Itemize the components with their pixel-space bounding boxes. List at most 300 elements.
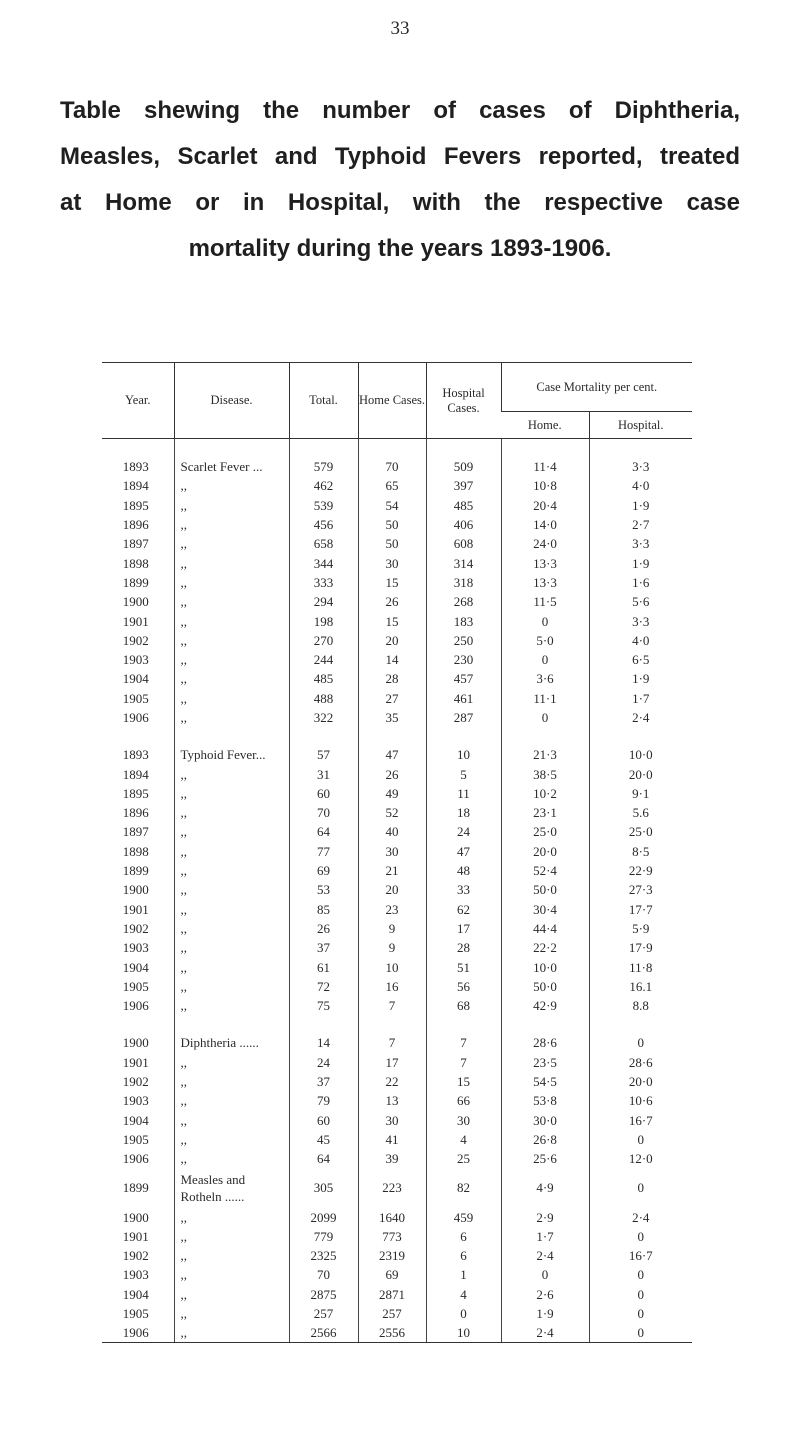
cell-hospital-cases: 457 (426, 669, 501, 688)
cell-year: 1901 (122, 901, 149, 917)
cell-mortality-hospital: 0 (589, 1033, 692, 1052)
cell-hospital-cases: 47 (426, 842, 501, 861)
cell-hospital-cases: 17 (426, 919, 501, 938)
cell-year: 1904 (122, 959, 149, 975)
cell-hospital-cases: 18 (426, 803, 501, 822)
cell-mortality-hospital: 8.8 (589, 996, 692, 1015)
cell-disease: ,, (174, 1304, 289, 1323)
cell-total: 198 (289, 611, 358, 630)
cell-total: 579 (289, 457, 358, 476)
cell-disease: ,, (174, 669, 289, 688)
spacer-cell (358, 439, 426, 458)
cell-mortality-hospital: 5.6 (589, 803, 692, 822)
cell-hospital-cases: 287 (426, 708, 501, 727)
cell-year: 1898 (122, 555, 149, 571)
cell-mortality-home: 11·4 (501, 457, 589, 476)
cell-hospital-cases: 4 (426, 1130, 501, 1149)
cell-mortality-home: 44·4 (501, 919, 589, 938)
spacer-cell (174, 439, 289, 458)
cell-hospital-cases: 5 (426, 764, 501, 783)
cell-year: 1906 (122, 1151, 149, 1167)
cell-home-cases: 26 (358, 592, 426, 611)
cell-year: 1895 (122, 497, 149, 513)
cell-mortality-hospital: 2·4 (589, 708, 692, 727)
cell-disease: ,, (174, 611, 289, 630)
cell-mortality-hospital: 20·0 (589, 764, 692, 783)
cell-home-cases: 28 (358, 669, 426, 688)
group-spacer-row (102, 1015, 692, 1033)
cell-disease: ,, (174, 650, 289, 669)
cell-home-cases: 52 (358, 803, 426, 822)
cell-mortality-hospital: 6·5 (589, 650, 692, 669)
cell-mortality-home: 2·4 (501, 1246, 589, 1265)
cell-disease: ,, (174, 861, 289, 880)
cell-hospital-cases: 6 (426, 1246, 501, 1265)
cell-year: 1897 (122, 824, 149, 840)
cell-mortality-home: 23·5 (501, 1053, 589, 1072)
cell-mortality-hospital: 17·9 (589, 938, 692, 957)
cell-mortality-hospital: 12·0 (589, 1149, 692, 1168)
table-row (102, 457, 692, 476)
cell-disease: ,, (174, 708, 289, 727)
cell-year: 1904 (122, 671, 149, 687)
cell-hospital-cases: 30 (426, 1111, 501, 1130)
cell-total: 2566 (289, 1323, 358, 1343)
cell-mortality-hospital: 4·0 (589, 631, 692, 650)
table-row (102, 957, 692, 976)
cell-mortality-home: 13·3 (501, 553, 589, 572)
cell-mortality-home: 42·9 (501, 996, 589, 1015)
cell-mortality-hospital: 17·7 (589, 900, 692, 919)
cell-home-cases: 50 (358, 515, 426, 534)
spacer-cell (589, 439, 692, 458)
cell-disease: Diphtheria ...... (174, 1033, 289, 1052)
cell-home-cases: 15 (358, 573, 426, 592)
cell-mortality-home: 2·9 (501, 1207, 589, 1226)
cell-home-cases: 49 (358, 784, 426, 803)
cell-year: 1894 (122, 766, 149, 782)
header-total: Total. (289, 363, 358, 439)
cell-hospital-cases: 1 (426, 1265, 501, 1284)
cell-disease: ,, (174, 1111, 289, 1130)
cell-home-cases: 20 (358, 631, 426, 650)
cell-hospital-cases: 24 (426, 822, 501, 841)
cell-mortality-home: 26·8 (501, 1130, 589, 1149)
header-mortality-home: Home. (501, 412, 589, 439)
spacer-cell (102, 727, 174, 745)
cell-total: 344 (289, 553, 358, 572)
cell-home-cases: 47 (358, 745, 426, 764)
cell-year: 1902 (122, 1248, 149, 1264)
spacer-cell (102, 439, 174, 458)
cell-home-cases: 257 (358, 1304, 426, 1323)
cell-year: 1905 (122, 690, 149, 706)
cell-total: 14 (289, 1033, 358, 1052)
cell-mortality-hospital: 0 (589, 1323, 692, 1343)
spacer-cell (289, 727, 358, 745)
cell-total: 305 (289, 1168, 358, 1207)
cell-mortality-hospital: 16.1 (589, 977, 692, 996)
cell-total: 2325 (289, 1246, 358, 1265)
cell-mortality-hospital: 4·0 (589, 476, 692, 495)
cell-home-cases: 27 (358, 689, 426, 708)
cell-disease: ,, (174, 919, 289, 938)
cell-hospital-cases: 314 (426, 553, 501, 572)
page-number: 33 (390, 18, 410, 39)
cell-total: 294 (289, 592, 358, 611)
cell-disease: ,, (174, 957, 289, 976)
spacer-cell (501, 439, 589, 458)
cell-hospital-cases: 25 (426, 1149, 501, 1168)
spacer-cell (174, 1015, 289, 1033)
table-row (102, 1227, 692, 1246)
cell-mortality-hospital: 1·9 (589, 553, 692, 572)
cell-year: 1893 (122, 459, 149, 475)
cell-mortality-home: 1·9 (501, 1304, 589, 1323)
cell-year: 1904 (122, 1286, 149, 1302)
cell-hospital-cases: 15 (426, 1072, 501, 1091)
table-row (102, 650, 692, 669)
cell-total: 45 (289, 1130, 358, 1149)
header-year: Year. (102, 363, 174, 439)
table-row (102, 631, 692, 650)
cell-disease: ,, (174, 515, 289, 534)
cell-total: 488 (289, 689, 358, 708)
table-row (102, 515, 692, 534)
spacer-cell (289, 1015, 358, 1033)
cell-disease: ,, (174, 938, 289, 957)
cell-hospital-cases: 459 (426, 1207, 501, 1226)
cell-mortality-home: 13·3 (501, 573, 589, 592)
spacer-cell (589, 1015, 692, 1033)
cell-disease: ,, (174, 764, 289, 783)
cell-total: 37 (289, 938, 358, 957)
header-home-cases: Home Cases. (358, 363, 426, 439)
table-row (102, 1323, 692, 1343)
cell-mortality-hospital: 10·6 (589, 1091, 692, 1110)
cell-mortality-hospital: 28·6 (589, 1053, 692, 1072)
cell-year: 1900 (122, 594, 149, 610)
cell-total: 322 (289, 708, 358, 727)
cell-disease: ,, (174, 1227, 289, 1246)
cell-year: 1902 (122, 920, 149, 936)
cell-total: 53 (289, 880, 358, 899)
table-body (102, 439, 692, 1343)
cell-mortality-hospital: 1·9 (589, 669, 692, 688)
cell-home-cases: 223 (358, 1168, 426, 1207)
cell-home-cases: 21 (358, 861, 426, 880)
cell-disease: Measles and Rotheln ...... (174, 1168, 289, 1207)
cell-mortality-home: 52·4 (501, 861, 589, 880)
cell-total: 72 (289, 977, 358, 996)
table-row (102, 669, 692, 688)
spacer-cell (426, 1015, 501, 1033)
cell-mortality-home: 0 (501, 1265, 589, 1284)
spacer-cell (102, 1015, 174, 1033)
cell-disease: ,, (174, 496, 289, 515)
cell-mortality-home: 23·1 (501, 803, 589, 822)
table-header (102, 363, 692, 439)
cell-mortality-hospital: 16·7 (589, 1111, 692, 1130)
header-case-mortality: Case Mortality per cent. (501, 363, 692, 412)
table-row (102, 476, 692, 495)
cell-total: 75 (289, 996, 358, 1015)
cell-total: 24 (289, 1053, 358, 1072)
cell-total: 60 (289, 1111, 358, 1130)
cell-home-cases: 2556 (358, 1323, 426, 1343)
cell-home-cases: 40 (358, 822, 426, 841)
table-row (102, 1168, 692, 1207)
cell-year: 1895 (122, 785, 149, 801)
cell-mortality-home: 50·0 (501, 880, 589, 899)
cell-home-cases: 30 (358, 1111, 426, 1130)
cell-hospital-cases: 509 (426, 457, 501, 476)
cell-mortality-home: 22·2 (501, 938, 589, 957)
cell-disease: ,, (174, 1246, 289, 1265)
table-row (102, 611, 692, 630)
cell-home-cases: 50 (358, 534, 426, 553)
cell-mortality-home: 30·4 (501, 900, 589, 919)
cell-home-cases: 10 (358, 957, 426, 976)
cell-total: 26 (289, 919, 358, 938)
table-row (102, 534, 692, 553)
cell-mortality-home: 14·0 (501, 515, 589, 534)
cell-hospital-cases: 10 (426, 1323, 501, 1343)
cell-mortality-hospital: 22·9 (589, 861, 692, 880)
table-row (102, 919, 692, 938)
cell-home-cases: 7 (358, 996, 426, 1015)
cell-mortality-home: 5·0 (501, 631, 589, 650)
cell-hospital-cases: 406 (426, 515, 501, 534)
cell-year: 1896 (122, 517, 149, 533)
table-row (102, 977, 692, 996)
cell-disease: ,, (174, 631, 289, 650)
cell-mortality-hospital: 0 (589, 1285, 692, 1304)
cell-total: 57 (289, 745, 358, 764)
cell-home-cases: 13 (358, 1091, 426, 1110)
header-hospital-cases: Hospital Cases. (426, 363, 501, 439)
cell-year: 1893 (122, 747, 149, 763)
header-mortality-hospital: Hospital. (589, 412, 692, 439)
cell-home-cases: 30 (358, 842, 426, 861)
cell-disease: ,, (174, 803, 289, 822)
cell-mortality-hospital: 2·7 (589, 515, 692, 534)
cell-mortality-hospital: 5·9 (589, 919, 692, 938)
cell-year: 1906 (122, 710, 149, 725)
cell-disease: ,, (174, 689, 289, 708)
spacer-cell (174, 727, 289, 745)
cell-hospital-cases: 0 (426, 1304, 501, 1323)
cell-home-cases: 22 (358, 1072, 426, 1091)
table-row (102, 803, 692, 822)
cell-total: 539 (289, 496, 358, 515)
cell-disease: ,, (174, 1091, 289, 1110)
cell-total: 779 (289, 1227, 358, 1246)
cell-hospital-cases: 318 (426, 573, 501, 592)
cell-mortality-home: 10·0 (501, 957, 589, 976)
cell-mortality-home: 3·6 (501, 669, 589, 688)
cell-total: 333 (289, 573, 358, 592)
cell-home-cases: 15 (358, 611, 426, 630)
cell-total: 456 (289, 515, 358, 534)
cell-hospital-cases: 28 (426, 938, 501, 957)
cell-hospital-cases: 56 (426, 977, 501, 996)
cell-home-cases: 2319 (358, 1246, 426, 1265)
cell-year: 1901 (122, 1228, 149, 1244)
cell-mortality-home: 54·5 (501, 1072, 589, 1091)
cell-home-cases: 17 (358, 1053, 426, 1072)
cell-total: 64 (289, 822, 358, 841)
cell-hospital-cases: 183 (426, 611, 501, 630)
cell-home-cases: 65 (358, 476, 426, 495)
table-row (102, 708, 692, 727)
cell-hospital-cases: 268 (426, 592, 501, 611)
cell-year: 1905 (122, 1131, 149, 1147)
cell-mortality-home: 0 (501, 611, 589, 630)
cell-disease: ,, (174, 1149, 289, 1168)
header-disease: Disease. (174, 363, 289, 439)
cell-total: 462 (289, 476, 358, 495)
table-row (102, 900, 692, 919)
cell-total: 61 (289, 957, 358, 976)
cell-mortality-hospital: 11·8 (589, 957, 692, 976)
cell-year: 1905 (122, 1306, 149, 1322)
table-row (102, 880, 692, 899)
cell-total: 31 (289, 764, 358, 783)
cell-year: 1898 (122, 843, 149, 859)
table-row (102, 1149, 692, 1168)
cell-home-cases: 16 (358, 977, 426, 996)
cell-mortality-home: 21·3 (501, 745, 589, 764)
cell-year: 1902 (122, 632, 149, 648)
cell-year: 1901 (122, 613, 149, 629)
spacer-cell (589, 727, 692, 745)
table-row (102, 764, 692, 783)
cell-total: 257 (289, 1304, 358, 1323)
cell-hospital-cases: 7 (426, 1053, 501, 1072)
cell-year: 1906 (122, 998, 149, 1014)
cell-disease: ,, (174, 553, 289, 572)
cell-hospital-cases: 11 (426, 784, 501, 803)
cell-disease: ,, (174, 573, 289, 592)
cell-mortality-home: 10·8 (501, 476, 589, 495)
cell-home-cases: 41 (358, 1130, 426, 1149)
title-line-2: Measles, Scarlet and Typhoid Fevers reported, treated (60, 143, 740, 170)
cell-total: 244 (289, 650, 358, 669)
cell-year: 1906 (102, 1323, 174, 1343)
cell-hospital-cases: 48 (426, 861, 501, 880)
cell-home-cases: 54 (358, 496, 426, 515)
cell-total: 485 (289, 669, 358, 688)
cell-disease: ,, (174, 822, 289, 841)
table-row (102, 1265, 692, 1284)
cell-home-cases: 35 (358, 708, 426, 727)
title-line-4: mortality during the years 1893-1906. (188, 235, 612, 262)
cell-home-cases: 26 (358, 764, 426, 783)
mortality-table (102, 362, 692, 1343)
table-row (102, 1130, 692, 1149)
cell-total: 77 (289, 842, 358, 861)
cell-year: 1900 (122, 882, 149, 898)
cell-year: 1894 (122, 478, 149, 494)
cell-hospital-cases: 51 (426, 957, 501, 976)
cell-disease: ,, (174, 880, 289, 899)
cell-mortality-home: 20·0 (501, 842, 589, 861)
table-row (102, 938, 692, 957)
cell-mortality-home: 0 (501, 650, 589, 669)
cell-home-cases: 23 (358, 900, 426, 919)
cell-mortality-hospital: 0 (589, 1265, 692, 1284)
cell-mortality-hospital: 2·4 (589, 1207, 692, 1226)
cell-year: 1899 (122, 863, 149, 879)
cell-mortality-home: 11·1 (501, 689, 589, 708)
table-row (102, 553, 692, 572)
cell-disease: ,, (174, 1323, 289, 1343)
cell-disease: ,, (174, 900, 289, 919)
cell-mortality-home: 24·0 (501, 534, 589, 553)
cell-mortality-hospital: 16·7 (589, 1246, 692, 1265)
cell-home-cases: 9 (358, 938, 426, 957)
table-row (102, 1285, 692, 1304)
cell-hospital-cases: 66 (426, 1091, 501, 1110)
cell-total: 69 (289, 861, 358, 880)
cell-home-cases: 30 (358, 553, 426, 572)
cell-mortality-home: 38·5 (501, 764, 589, 783)
cell-mortality-home: 2·6 (501, 1285, 589, 1304)
cell-disease: ,, (174, 842, 289, 861)
cell-total: 270 (289, 631, 358, 650)
cell-hospital-cases: 10 (426, 745, 501, 764)
cell-year: 1903 (122, 1093, 149, 1109)
cell-year: 1897 (122, 536, 149, 552)
cell-year: 1896 (122, 805, 149, 821)
cell-year: 1899 (122, 1180, 149, 1196)
cell-total: 70 (289, 803, 358, 822)
cell-disease: ,, (174, 1285, 289, 1304)
spacer-cell (426, 727, 501, 745)
table-row (102, 573, 692, 592)
cell-hospital-cases: 230 (426, 650, 501, 669)
cell-mortality-hospital: 3·3 (589, 534, 692, 553)
cell-mortality-hospital: 9·1 (589, 784, 692, 803)
cell-total: 60 (289, 784, 358, 803)
table-row (102, 1091, 692, 1110)
table-row (102, 861, 692, 880)
table-row (102, 745, 692, 764)
table-row (102, 1207, 692, 1226)
cell-mortality-home: 53·8 (501, 1091, 589, 1110)
cell-year: 1900 (122, 1209, 149, 1225)
table-row (102, 1304, 692, 1323)
cell-mortality-home: 28·6 (501, 1033, 589, 1052)
cell-year: 1903 (122, 940, 149, 956)
cell-mortality-hospital: 0 (589, 1304, 692, 1323)
cell-mortality-home: 11·5 (501, 592, 589, 611)
cell-mortality-hospital: 1·6 (589, 573, 692, 592)
cell-mortality-home: 10·2 (501, 784, 589, 803)
cell-total: 70 (289, 1265, 358, 1284)
cell-home-cases: 1640 (358, 1207, 426, 1226)
cell-year: 1903 (122, 1267, 149, 1283)
cell-hospital-cases: 33 (426, 880, 501, 899)
cell-mortality-home: 50·0 (501, 977, 589, 996)
cell-home-cases: 39 (358, 1149, 426, 1168)
table-row (102, 1072, 692, 1091)
cell-hospital-cases: 68 (426, 996, 501, 1015)
cell-disease: ,, (174, 534, 289, 553)
cell-disease: Scarlet Fever ... (174, 457, 289, 476)
cell-mortality-home: 25·0 (501, 822, 589, 841)
